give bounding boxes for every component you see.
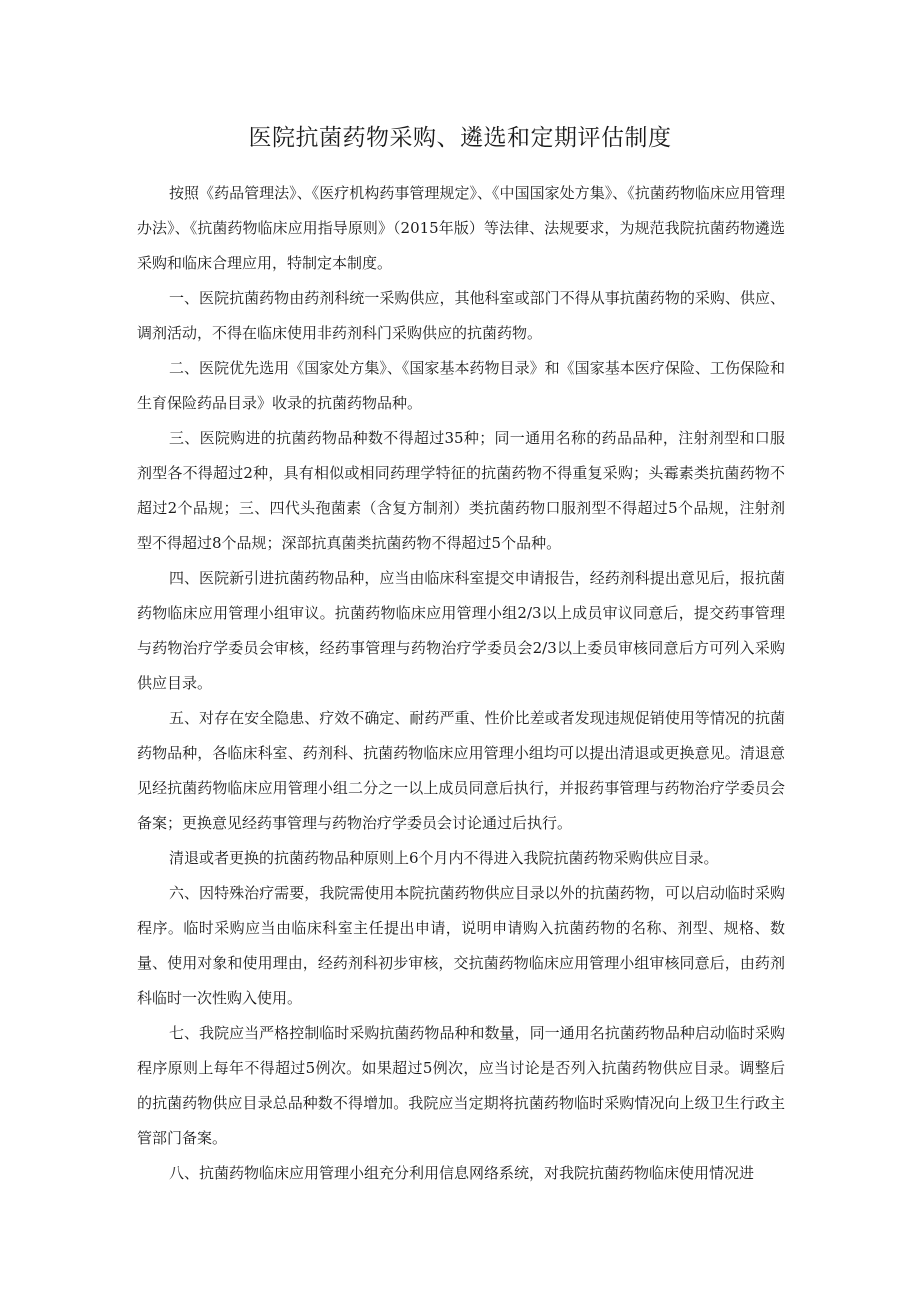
paragraph-article-5-note: 清退或者更换的抗菌药物品种原则上6个月内不得进入我院抗菌药物采购供应目录。 xyxy=(169,849,719,867)
paragraph-article-5: 五、对存在安全隐患、疗效不确定、耐药严重、性价比差或者发现违规促销使用等情况的抗菌药物品种，各临床科室、药剂科、抗菌药物临床应用管理小组均可以提出清退或更换意见。清退意见经抗菌药物临床应用管理小组二分之一以上成员同意后执行，并报药事管理与药物治疗学委员会备案；更换意见经药事管理与药物治疗学委员会讨论通过后执行。 xyxy=(137,709,785,832)
paragraph-article-3: 三、医院购进的抗菌药物品种数不得超过35种；同一通用名称的药品品种，注射剂型和口服剂型各不得超过2种，具有相似或相同药理学特征的抗菌药物不得重复采购；头霉素类抗菌药物不超过2个品规；三、四代头孢菌素（含复方制剂）类抗菌药物口服剂型不得超过5个品规，注射剂型不得超过8个品规；深部抗真菌类抗菌药物不得超过5个品种。 xyxy=(137,429,785,552)
paragraph-article-7: 七、我院应当严格控制临时采购抗菌药物品种和数量，同一通用名抗菌药物品种启动临时采购程序原则上每年不得超过5例次。如果超过5例次，应当讨论是否列入抗菌药物供应目录。调整后的抗菌药物供应目录总品种数不得增加。我院应当定期将抗菌药物临时采购情况向上级卫生行政主管部门备案。 xyxy=(137,1024,785,1147)
paragraph-article-8: 八、抗菌药物临床应用管理小组充分利用信息网络系统，对我院抗菌药物临床使用情况进 xyxy=(169,1164,755,1182)
paragraph-article-1: 一、医院抗菌药物由药剂科统一采购供应，其他科室或部门不得从事抗菌药物的采购、供应、调剂活动，不得在临床使用非药剂科门采购供应的抗菌药物。 xyxy=(137,289,785,342)
paragraph-intro: 按照《药品管理法》、《医疗机构药事管理规定》、《中国国家处方集》、《抗菌药物临床应用管理办法》、《抗菌药物临床应用指导原则》（2015年版）等法律、法规要求，为规范我院抗菌药物遴选采购和临床合理应用，特制定本制度。 xyxy=(137,184,785,272)
document-body xyxy=(137,176,785,1191)
paragraph-article-4: 四、医院新引进抗菌药物品种，应当由临床科室提交申请报告，经药剂科提出意见后，报抗菌药物临床应用管理小组审议。抗菌药物临床应用管理小组2/3以上成员审议同意后，提交药事管理与药物治疗学委员会审核，经药事管理与药物治疗学委员会2/3以上委员审核同意后方可列入采购供应目录。 xyxy=(137,569,785,692)
document-title: 医院抗菌药物采购、遴选和定期评估制度 xyxy=(248,125,672,151)
paragraph-article-6: 六、因特殊治疗需要，我院需使用本院抗菌药物供应目录以外的抗菌药物，可以启动临时采购程序。临时采购应当由临床科室主任提出申请，说明申请购入抗菌药物的名称、剂型、规格、数量、使用对象和使用理由，经药剂科初步审核，交抗菌药物临床应用管理小组审核同意后，由药剂科临时一次性购入使用。 xyxy=(137,884,785,1007)
paragraph-article-2: 二、医院优先选用《国家处方集》、《国家基本药物目录》和《国家基本医疗保险、工伤保险和生育保险药品目录》收录的抗菌药物品种。 xyxy=(137,359,785,412)
